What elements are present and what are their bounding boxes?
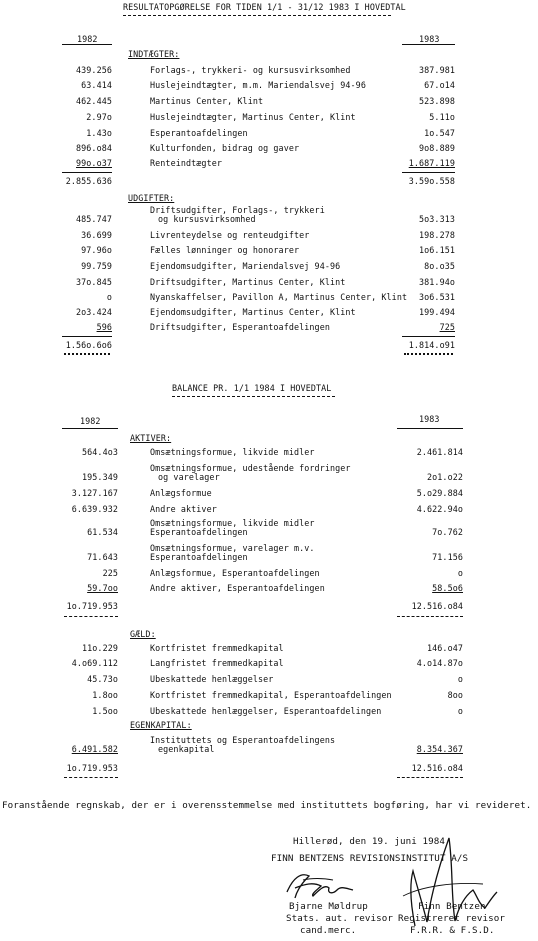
audit-firm: FINN BENTZENS REVISIONSINSTITUT A/S <box>271 853 469 864</box>
income-row-left: 2.97o <box>86 112 112 122</box>
expense-row-left: 485.747 <box>76 214 112 224</box>
debt-row-label: Kortfristet fremmedkapital, Esperantoafdelingen <box>150 690 392 700</box>
debt-row-label: Ubeskattede henlæggelser, Esperantoafdelingen <box>150 706 382 716</box>
income-sum-rule-left <box>62 172 112 173</box>
expense-row-left: 36.699 <box>81 230 112 240</box>
expense-row-label: Driftsudgifter, Martinus Center, Klint <box>150 277 346 287</box>
income-section-heading: INDTÆGTER: <box>128 49 180 59</box>
asset-row-right: 58.5o6 <box>432 583 463 593</box>
liabilities-total-rule-right <box>397 777 463 778</box>
income-row-label: Forlags-, trykkeri- og kursusvirksomhed <box>150 65 351 75</box>
income-title: RESULTATOPGØRELSE FOR TIDEN 1/1 - 31/12 1983 I HOVEDTAL <box>123 2 406 12</box>
asset-row-label: Andre aktiver <box>150 504 217 514</box>
income-row-label: Renteindtægter <box>150 158 222 168</box>
equity-1983: 8.354.367 <box>416 744 463 754</box>
audit-place-date: Hillerød, den 19. juni 1984 <box>293 836 446 847</box>
debt-row-left: 4.o69.112 <box>71 658 118 668</box>
debt-row-right: 8oo <box>447 690 463 700</box>
expense-section-heading: UDGIFTER: <box>128 193 175 203</box>
assets-total-rule-right <box>397 616 463 617</box>
debt-row-label: Kortfristet fremmedkapital <box>150 643 284 653</box>
asset-row-label: Omsætningsformue, likvide midler <box>150 518 315 528</box>
asset-row-left: 59.7oo <box>87 583 118 593</box>
signer2-title: Registreret revisor <box>398 913 505 924</box>
income-row-label: Martinus Center, Klint <box>150 96 264 106</box>
income-row-left: 462.445 <box>76 96 112 106</box>
liabilities-total-1982: 1o.719.953 <box>66 763 118 773</box>
asset-row-left: 225 <box>102 568 118 578</box>
income-total-1983: 3.59o.558 <box>408 176 455 186</box>
signer1-name: Bjarne Møldrup <box>289 901 368 912</box>
equity-label-cont: egenkapital <box>158 744 215 754</box>
signer1-title: Stats. aut. revisor <box>286 913 393 924</box>
expense-row-label: Driftsudgifter, Esperantoafdelingen <box>150 322 330 332</box>
asset-row-left: 61.534 <box>87 527 118 537</box>
income-row-label: Esperantoafdelingen <box>150 128 248 138</box>
balance-title-underline <box>172 396 335 397</box>
expense-row-left: 37o.845 <box>76 277 112 287</box>
income-title-underline <box>123 15 391 16</box>
equity-section-heading: EGENKAPITAL: <box>130 720 192 730</box>
income-total-1982: 2.855.636 <box>65 176 112 186</box>
asset-row-right: o <box>457 568 463 578</box>
expense-sum-rule-left <box>62 336 112 337</box>
income-row-left: 63.414 <box>81 80 112 90</box>
expense-row-label: Livrenteydelse og renteudgifter <box>150 230 310 240</box>
assets-total-1983: 12.516.o84 <box>411 601 463 611</box>
income-row-label: Huslejeindtægter, Martinus Center, Klint <box>150 112 356 122</box>
expense-sum-rule-right <box>402 336 455 337</box>
income-row-label: Kulturfonden, bidrag og gaver <box>150 143 300 153</box>
income-row-right: 5.11o <box>429 112 455 122</box>
assets-total-rule-left <box>64 616 118 617</box>
income-row-right: 1o.547 <box>424 128 455 138</box>
asset-row-left: 564.4o3 <box>82 447 118 457</box>
income-row-left: 896.o84 <box>76 143 112 153</box>
assets-total-1982: 1o.719.953 <box>66 601 118 611</box>
expense-row-label: Fælles lønninger og honorarer <box>150 245 300 255</box>
asset-row-label: Anlægsformue <box>150 488 212 498</box>
debt-row-left: 1.8oo <box>92 690 118 700</box>
income-row-left: 439.256 <box>76 65 112 75</box>
asset-row-label-cont: og varelager <box>158 472 220 482</box>
debt-row-left: 45.73o <box>87 674 118 684</box>
debt-row-right: 146.o47 <box>427 643 463 653</box>
expense-row-right: 199.494 <box>419 307 455 317</box>
asset-row-left: 71.643 <box>87 552 118 562</box>
asset-row-right: 7o.762 <box>432 527 463 537</box>
expense-row-right: 8o.o35 <box>424 261 455 271</box>
asset-row-label-cont: Esperantoafdelingen <box>150 552 248 562</box>
expense-row-label-cont: og kursusvirksomhed <box>158 214 256 224</box>
balance-col-1982-rule <box>62 428 118 429</box>
asset-row-label: Omsætningsformue, likvide midler <box>150 447 315 457</box>
asset-row-right: 2.461.814 <box>416 447 463 457</box>
expense-total-double-rule-right <box>404 353 453 355</box>
expense-row-label: Nyanskaffelser, Pavillon A, Martinus Center, Klint <box>150 292 408 302</box>
income-row-right: 523.898 <box>419 96 455 106</box>
audit-statement: Foranstående regnskab, der er i overensstemmelse med instituttets bogføring, har vi revideret. <box>2 800 532 811</box>
expense-total-1982: 1.56o.6o6 <box>65 340 112 350</box>
expense-row-right: 725 <box>439 322 455 332</box>
expense-row-left: 596 <box>96 322 112 332</box>
income-row-right: 387.981 <box>419 65 455 75</box>
asset-row-right: 4.622.94o <box>416 504 463 514</box>
asset-row-right: 71.156 <box>432 552 463 562</box>
income-row-right: 9o8.889 <box>419 143 455 153</box>
income-row-label: Huslejeindtægter, m.m. Mariendalsvej 94-96 <box>150 80 366 90</box>
debt-row-right: o <box>457 706 463 716</box>
asset-row-label-cont: Esperantoafdelingen <box>150 527 248 537</box>
income-col-1982-rule <box>62 44 112 45</box>
asset-row-label: Omsætningsformue, varelager m.v. <box>150 543 315 553</box>
expense-row-right: 1o6.151 <box>419 245 455 255</box>
expense-row-right: 5o3.313 <box>419 214 455 224</box>
expense-row-left: 97.96o <box>81 245 112 255</box>
expense-row-label: Ejendomsudgifter, Mariendalsvej 94-96 <box>150 261 341 271</box>
expense-row-left: 2o3.424 <box>76 307 112 317</box>
expense-row-right: 3o6.531 <box>419 292 455 302</box>
expense-row-left: 99.759 <box>81 261 112 271</box>
asset-row-left: 3.127.167 <box>71 488 118 498</box>
expense-row-label: Ejendomsudgifter, Martinus Center, Klint <box>150 307 356 317</box>
asset-row-left: 195.349 <box>82 472 118 482</box>
expense-row-right: 381.94o <box>419 277 455 287</box>
asset-row-right: 5.o29.884 <box>416 488 463 498</box>
expense-total-double-rule-left <box>64 353 110 355</box>
expense-row-right: 198.278 <box>419 230 455 240</box>
equity-label: Instituttets og Esperantoafdelingens <box>150 735 336 745</box>
income-sum-rule-right <box>402 172 455 173</box>
income-col-1983: 1983 <box>419 34 440 44</box>
asset-row-label: Anlægsformue, Esperantoafdelingen <box>150 568 320 578</box>
debt-row-right: o <box>457 674 463 684</box>
debt-row-left: 11o.229 <box>82 643 118 653</box>
income-row-right: 1.687.119 <box>408 158 455 168</box>
balance-title: BALANCE PR. 1/1 1984 I HOVEDTAL <box>172 383 332 393</box>
signer2-degree: F.R.R. & F.S.D. <box>410 925 495 936</box>
debt-row-label: Langfristet fremmedkapital <box>150 658 284 668</box>
asset-row-left: 6.639.932 <box>71 504 118 514</box>
debt-section-heading: GÆLD: <box>130 629 156 639</box>
expense-total-1983: 1.814.o91 <box>408 340 455 350</box>
equity-1982: 6.491.582 <box>71 744 118 754</box>
expense-row-left: o <box>106 292 112 302</box>
assets-section-heading: AKTIVER: <box>130 433 172 443</box>
expense-row-label: Driftsudgifter, Forlags-, trykkeri <box>150 205 325 215</box>
signer2-name: Finn Bentzen <box>418 901 486 912</box>
signer1-degree: cand.merc. <box>300 925 357 936</box>
asset-row-right: 2o1.o22 <box>427 472 463 482</box>
income-col-1982: 1982 <box>77 34 98 44</box>
balance-col-1982: 1982 <box>80 416 101 426</box>
asset-row-label: Omsætningsformue, udestående fordringer <box>150 463 351 473</box>
income-col-1983-rule <box>402 44 455 45</box>
signature-moldrup <box>283 868 363 903</box>
income-row-left: 99o.o37 <box>76 158 112 168</box>
balance-col-1983-rule <box>397 428 463 429</box>
income-row-left: 1.43o <box>86 128 112 138</box>
income-row-right: 67.o14 <box>424 80 455 90</box>
debt-row-left: 1.5oo <box>92 706 118 716</box>
liabilities-total-rule-left <box>64 777 118 778</box>
liabilities-total-1983: 12.516.o84 <box>411 763 463 773</box>
asset-row-label: Andre aktiver, Esperantoafdelingen <box>150 583 325 593</box>
balance-col-1983: 1983 <box>419 414 440 424</box>
debt-row-label: Ubeskattede henlæggelser <box>150 674 274 684</box>
debt-row-right: 4.o14.87o <box>416 658 463 668</box>
